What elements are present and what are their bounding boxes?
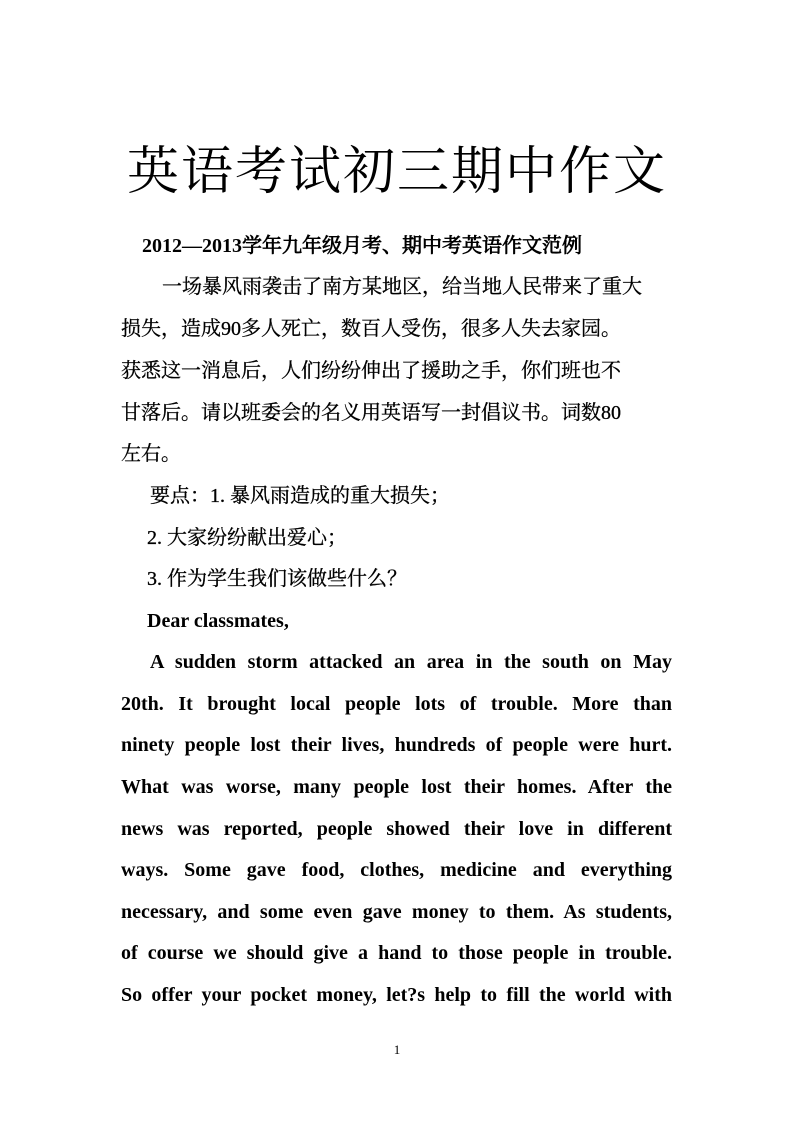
essay-line-2: 20th. It brought local people lots of trouble. More than xyxy=(121,693,672,715)
subtitle xyxy=(142,232,693,260)
prompt-line-2: 损失，造成90多人死亡，数百人受伤，很多人失去家园。 xyxy=(121,318,621,340)
page-number: 1 xyxy=(393,1042,401,1057)
essay-line-5: news was reported, people showed their love in different xyxy=(121,818,672,840)
key-point-2: 2. 大家纷纷献出爱心； xyxy=(147,527,347,549)
salutation: Dear classmates, xyxy=(147,610,289,632)
prompt-line-4: 甘落后。请以班委会的名义用英语写一封倡议书。词数80 xyxy=(121,402,621,424)
prompt-line-1: 一场暴风雨袭击了南方某地区，给当地人民带来了重大 xyxy=(162,276,642,298)
essay-line-8: of course we should give a hand to those people in trouble. xyxy=(121,942,672,964)
essay-line-9: So offer your pocket money, let?s help to fill the world with xyxy=(121,984,672,1006)
essay-line-1: A sudden storm attacked an area in the south on May xyxy=(150,651,672,673)
prompt-line-5: 左右。 xyxy=(121,443,181,465)
essay-line-4: What was worse, many people lost their homes. After the xyxy=(121,776,672,798)
key-point-3: 3. 作为学生我们该做些什么？ xyxy=(147,568,407,590)
essay-line-3: ninety people lost their lives, hundreds of people were hurt. xyxy=(121,734,672,756)
subtitle-text: 2012—2013学年九年级月考、期中考英语作文范例 xyxy=(142,235,582,257)
key-point-1: 要点：1. 暴风雨造成的重大损失； xyxy=(150,485,450,507)
essay-line-7: necessary, and some even gave money to them. As students, xyxy=(121,901,672,923)
prompt-line-3: 获悉这一消息后，人们纷纷伸出了援助之手，你们班也不 xyxy=(121,360,621,382)
document-title: 英语考试初三期中作文 xyxy=(126,144,667,201)
essay-line-6: ways. Some gave food, clothes, medicine and everything xyxy=(121,859,672,881)
